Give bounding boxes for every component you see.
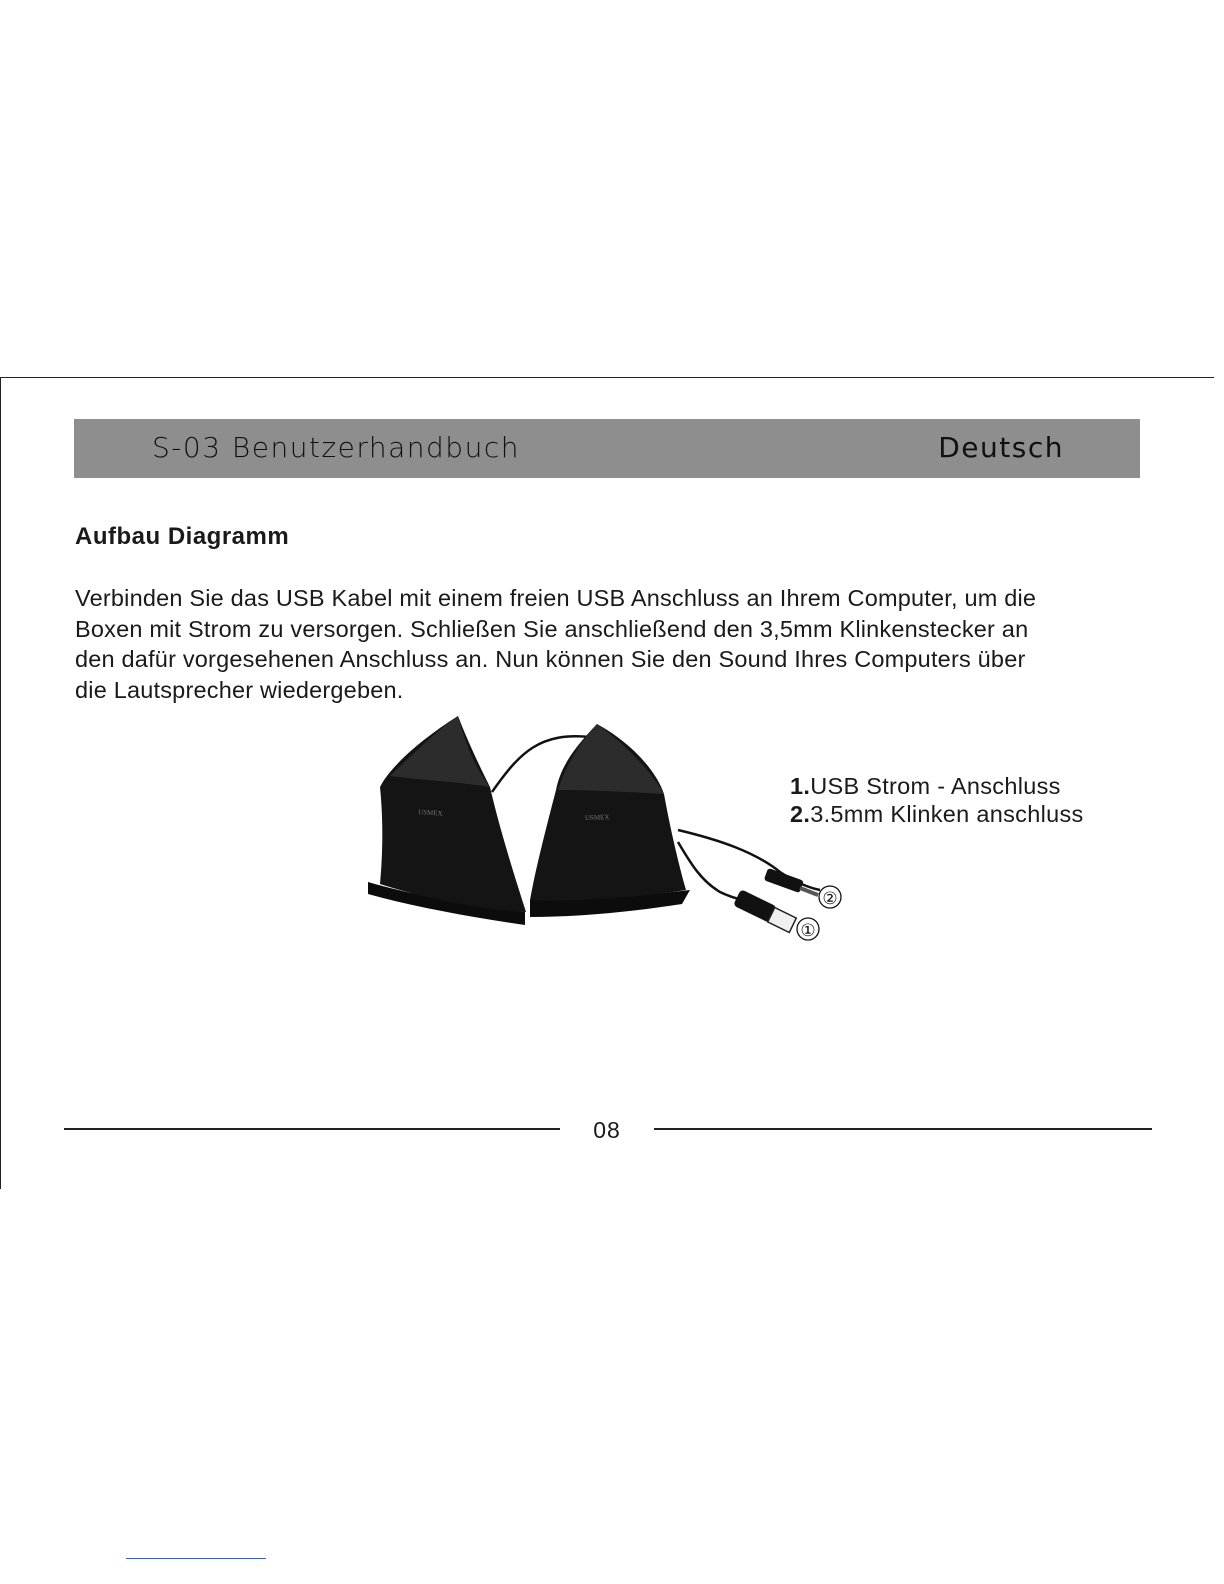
left-speaker-top xyxy=(390,716,490,787)
callout-2-number: ② xyxy=(822,889,838,909)
paragraph-line: Boxen mit Strom zu versorgen. Schließen Sie anschließend den 3,5mm Klinkenstecker an xyxy=(75,615,1029,642)
legend-text: 3.5mm Klinken anschluss xyxy=(810,801,1084,827)
legend-item xyxy=(790,800,1084,828)
page-frame-left-border xyxy=(0,377,1,1189)
legend-text: USB Strom - Anschluss xyxy=(810,773,1061,799)
paragraph-line: den dafür vorgesehenen Anschluss an. Nun können Sie den Sound Ihres Computers über xyxy=(75,646,1026,672)
paragraph-line: die Lautsprecher wiedergeben. xyxy=(75,676,404,703)
audio-plug-body xyxy=(764,868,804,893)
legend-item xyxy=(790,772,1084,800)
left-brand-logo: USMEX xyxy=(417,808,443,818)
header-bar xyxy=(74,419,1140,478)
figure-legend xyxy=(790,772,1084,828)
speakers-illustration xyxy=(360,712,860,957)
language-label: Deutsch xyxy=(938,431,1064,464)
page-frame-top-border xyxy=(0,377,1214,378)
footer-divider-right xyxy=(654,1128,1152,1130)
right-brand-logo: USMEX xyxy=(584,813,610,822)
legend-number: 2. xyxy=(790,801,811,827)
paragraph-line: Verbinden Sie das USB Kabel mit einem freien USB Anschluss an Ihrem Computer, um die xyxy=(75,585,1037,611)
page-number: 08 xyxy=(593,1117,621,1143)
callout-1-number: ① xyxy=(800,921,816,941)
legend-number: 1. xyxy=(790,773,811,799)
footer-divider-left xyxy=(64,1128,560,1130)
manual-title: S-03 Benutzerhandbuch xyxy=(152,431,520,464)
bottom-underline xyxy=(126,1558,266,1559)
instruction-paragraph xyxy=(75,583,1145,705)
section-heading: Aufbau Diagramm xyxy=(75,523,290,550)
